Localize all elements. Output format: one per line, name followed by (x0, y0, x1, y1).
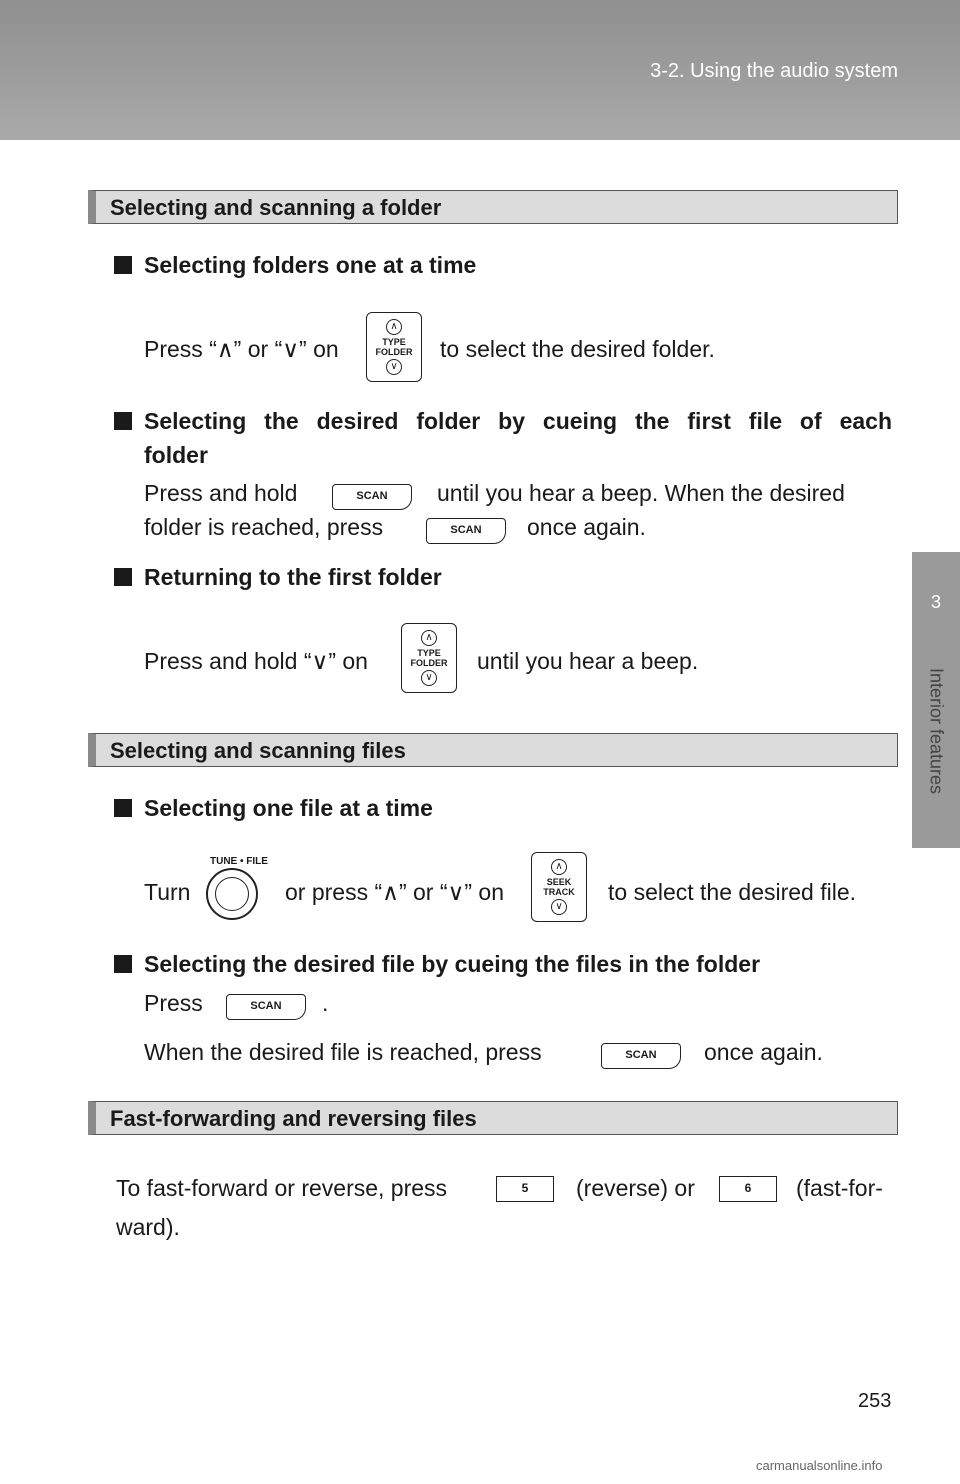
instruction-text: When the desired file is reached, press (144, 1039, 542, 1065)
bullet-square-icon (114, 568, 132, 586)
breadcrumb: 3-2. Using the audio system (650, 60, 898, 82)
down-arrow-icon: ∨ (551, 899, 567, 915)
subheading-select-file: Selecting one file at a time (114, 791, 433, 825)
scan-button-icon: SCAN (601, 1043, 681, 1069)
instruction-text: Press and hold “∨” on (144, 648, 368, 674)
bullet-square-icon (114, 955, 132, 973)
section-title: Fast-forwarding and reversing files (110, 1106, 477, 1131)
instruction-text: folder is reached, press (144, 514, 384, 540)
section-heading-folder (88, 190, 898, 224)
instruction-text: once again. (527, 514, 646, 540)
instruction-text: to select the desired file. (608, 879, 857, 905)
section-heading-ff (88, 1101, 898, 1135)
down-arrow-icon: ∨ (421, 670, 437, 686)
type-folder-button-icon: ∧ TYPE FOLDER ∨ (366, 312, 422, 382)
tune-file-label: TUNE • FILE (210, 856, 268, 867)
up-arrow-icon: ∧ (421, 630, 437, 646)
instruction-text: to select the desired folder. (440, 336, 715, 362)
instruction-text: once again. (704, 1039, 823, 1065)
subheading-return-first: Returning to the first folder (114, 560, 442, 594)
instruction-text: . (322, 990, 329, 1016)
bullet-square-icon (114, 799, 132, 817)
subheading-cue-folder: Selecting the desired folder by cueing the first file of each folder (114, 404, 894, 472)
instruction-text: To fast-forward or reverse, press (116, 1175, 448, 1201)
section-title: Selecting and scanning files (110, 738, 406, 763)
subheading-cue-file: Selecting the desired file by cueing the files in the folder (114, 947, 760, 981)
instruction-text: Press (144, 990, 203, 1016)
instruction-text: Turn (144, 879, 191, 905)
instruction-text: until you hear a beep. When the desired (437, 480, 845, 506)
bullet-square-icon (114, 256, 132, 274)
down-arrow-icon: ∨ (386, 359, 402, 375)
instruction-text: or press “∧” or “∨” on (285, 879, 504, 905)
chapter-number: 3 (930, 592, 941, 612)
preset-5-button-icon: 5 (496, 1176, 554, 1202)
instruction-text: ward). (116, 1214, 180, 1240)
instruction-text: Press and hold (144, 480, 298, 506)
instruction-text: (fast-for- (796, 1175, 883, 1201)
page-number: 253 (858, 1390, 892, 1412)
type-folder-button-icon: ∧ TYPE FOLDER ∨ (401, 623, 457, 693)
up-arrow-icon: ∧ (551, 859, 567, 875)
watermark: carmanualsonline.info (756, 1458, 883, 1473)
up-arrow-icon: ∧ (386, 319, 402, 335)
chapter-label: Interior features (926, 668, 947, 795)
scan-button-icon: SCAN (332, 484, 412, 510)
seek-track-button-icon: ∧ SEEK TRACK ∨ (531, 852, 587, 922)
instruction-text: (reverse) or (576, 1175, 695, 1201)
bullet-square-icon (114, 412, 132, 430)
tune-file-knob-icon (206, 868, 258, 920)
instruction-text: Press “∧” or “∨” on (144, 336, 339, 362)
section-heading-files (88, 733, 898, 767)
scan-button-icon: SCAN (426, 518, 506, 544)
page-header (0, 0, 960, 140)
subheading-select-folders: Selecting folders one at a time (114, 248, 476, 282)
scan-button-icon: SCAN (226, 994, 306, 1020)
section-title: Selecting and scanning a folder (110, 195, 442, 220)
preset-6-button-icon: 6 (719, 1176, 777, 1202)
instruction-text: until you hear a beep. (477, 648, 699, 674)
